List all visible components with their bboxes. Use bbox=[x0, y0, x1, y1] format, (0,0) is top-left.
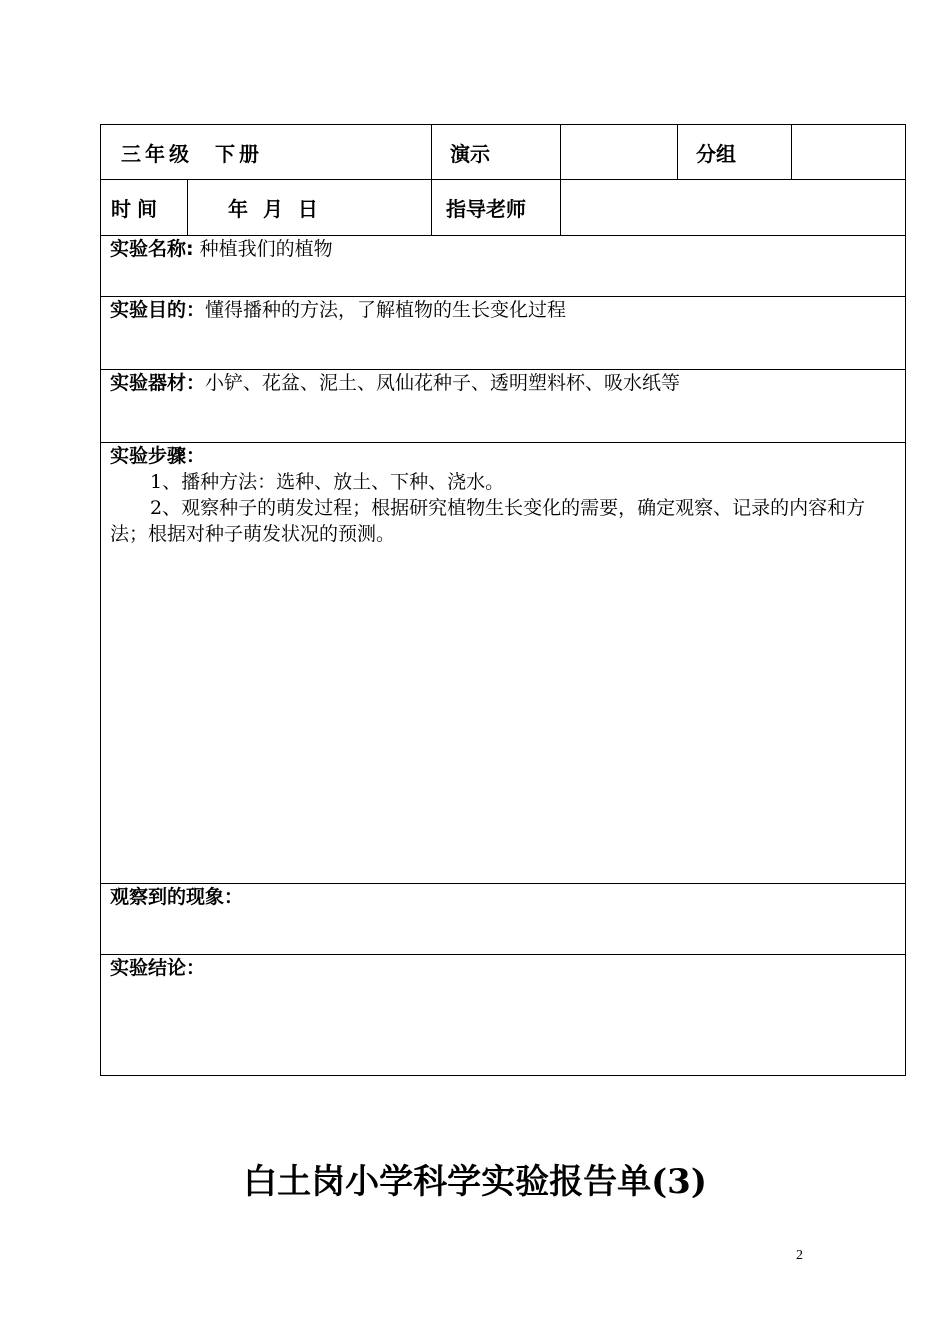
experiment-steps-label: 实验步骤： bbox=[110, 445, 206, 467]
observation-label: 观察到的现象： bbox=[110, 886, 244, 908]
section-experiment-materials bbox=[101, 370, 906, 443]
section-experiment-steps bbox=[101, 443, 906, 884]
page-number: 2 bbox=[796, 1248, 803, 1263]
header-row-time bbox=[101, 180, 906, 236]
step-line-1: 1、播种方法：选种、放土、下种、浇水。 bbox=[150, 471, 505, 493]
document-title: 白土岗小学科学实验报告单(3) bbox=[243, 1162, 707, 1202]
section-conclusion bbox=[101, 955, 906, 1076]
demo-value bbox=[561, 125, 678, 180]
observation-cell bbox=[101, 884, 906, 955]
experiment-report-table bbox=[100, 124, 906, 1076]
experiment-materials-label: 实验器材： bbox=[110, 372, 206, 394]
section-observation bbox=[101, 884, 906, 955]
section-experiment-purpose bbox=[101, 297, 906, 370]
date-text: 年 月 日 bbox=[188, 180, 432, 236]
header-row-grade bbox=[101, 125, 906, 180]
experiment-name-value: 种植我们的植物 bbox=[193, 238, 333, 260]
grade-cell bbox=[101, 125, 432, 180]
conclusion-label: 实验结论： bbox=[110, 957, 206, 979]
experiment-name-cell bbox=[101, 236, 906, 297]
conclusion-cell bbox=[101, 955, 906, 1076]
experiment-purpose-label: 实验目的： bbox=[110, 299, 206, 321]
group-value bbox=[792, 125, 906, 180]
experiment-name-label: 实验名称: bbox=[110, 238, 194, 260]
grade-text: 三年级 bbox=[121, 141, 193, 166]
time-label: 时间 bbox=[101, 180, 188, 236]
volume-text: 下册 bbox=[215, 141, 263, 166]
teacher-value bbox=[561, 180, 906, 236]
step-line-2: 2、观察种子的萌发过程；根据研究植物生长变化的需要，确定观察、记录的内容和方法；根据对种子萌发状况的预测。 bbox=[110, 497, 866, 545]
experiment-purpose-cell bbox=[101, 297, 906, 370]
experiment-purpose-value: 懂得播种的方法，了解植物的生长变化过程 bbox=[205, 299, 567, 321]
teacher-label: 指导老师 bbox=[432, 180, 561, 236]
section-experiment-name bbox=[101, 236, 906, 297]
group-label: 分组 bbox=[678, 125, 792, 180]
experiment-materials-cell bbox=[101, 370, 906, 443]
demo-label: 演示 bbox=[432, 125, 561, 180]
experiment-materials-value: 小铲、花盆、泥土、凤仙花种子、透明塑料杯、吸水纸等 bbox=[205, 372, 681, 394]
experiment-steps-cell bbox=[101, 443, 906, 884]
